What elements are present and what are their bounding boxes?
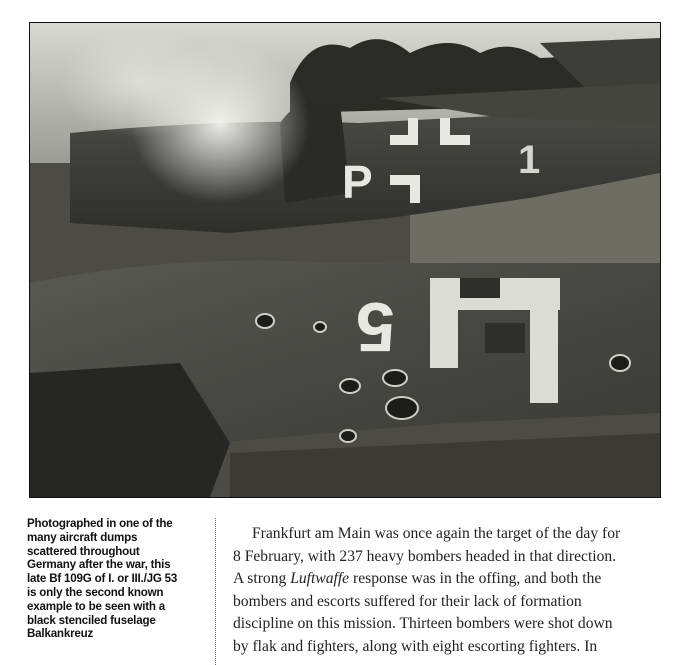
caption-line: late Bf 109G of I. or III./JG 53 — [27, 572, 178, 586]
wing-number: 5 — [356, 288, 395, 366]
caption-line: black stenciled fuselage — [27, 613, 156, 627]
caption-line: example to be seen with a — [27, 599, 166, 613]
column-divider — [215, 518, 216, 665]
caption-line: Germany after the war, this — [27, 558, 171, 572]
body-line: bombers and escorts suffered for their lack of formation — [233, 592, 582, 610]
body-line: 8 February, with 237 heavy bombers headed in that direction. — [233, 547, 617, 565]
caption-line: many aircraft dumps — [27, 530, 138, 544]
caption-line: scattered throughout — [27, 544, 140, 558]
body-line: by flak and fighters, along with eight escorting fighters. In — [233, 637, 598, 655]
body-line: Frankfurt am Main was once again the target of the day for — [252, 525, 621, 542]
body-line-post: response was in the offing, and both the — [349, 570, 602, 587]
body-line-pre: A strong — [233, 570, 291, 587]
body-line — [233, 568, 661, 591]
photo-caption — [27, 517, 199, 641]
wrecked-aircraft-photo — [29, 22, 661, 498]
previous-page-text-fragment — [0, 0, 677, 6]
fuselage-marking-right: 1 — [518, 138, 541, 182]
body-text — [233, 523, 661, 658]
caption-line: Photographed in one of the — [27, 517, 173, 530]
caption-line: is only the second known — [27, 585, 164, 599]
caption-line: Balkankreuz — [27, 627, 94, 641]
body-line: discipline on this mission. Thirteen bombers were shot down — [233, 615, 613, 632]
luftwaffe-italic: Luftwaffe — [290, 570, 350, 587]
fuselage-marking-left: P — [342, 156, 373, 208]
